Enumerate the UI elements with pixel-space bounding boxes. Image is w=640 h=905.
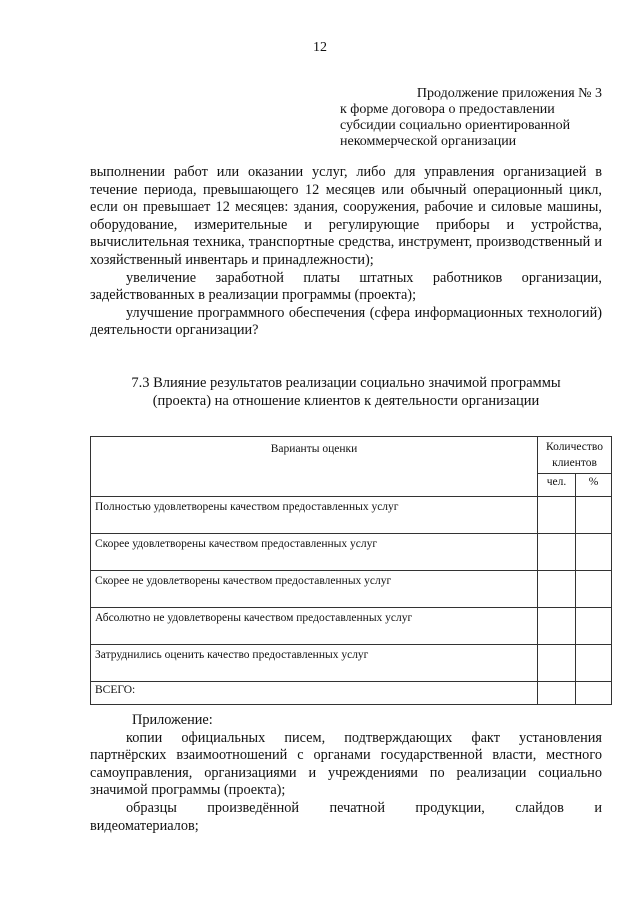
row-label: Полностью удовлетворены качеством предоставленных услуг <box>91 497 538 534</box>
cell-percent[interactable] <box>576 571 612 608</box>
cell-people[interactable] <box>538 571 576 608</box>
cell-people[interactable] <box>538 534 576 571</box>
cell-percent[interactable] <box>576 608 612 645</box>
row-label: Скорее не удовлетворены качеством предоставленных услуг <box>91 571 538 608</box>
total-label: ВСЕГО: <box>91 682 538 705</box>
cell-percent[interactable] <box>576 534 612 571</box>
attachment-word: произведённой <box>207 799 300 816</box>
cell-people[interactable] <box>538 645 576 682</box>
body-paragraph: выполнении работ или оказании услуг, либо для управления организацией в течение периода, превышающего 12 месяцев или обычный операционный цикл, если он превышает 12 месяцев: здания, сооружения, рабочие и силовые машины, оборудование, измерительные и регулирующие приборы и устройства, вычислительная техника, транспортные средства, инструмент, производственный и хозяйственный инвентарь и принадлежности); <box>90 164 602 268</box>
header-quantity: Количество клиентов <box>538 437 612 474</box>
cell-percent[interactable] <box>576 645 612 682</box>
cell-people[interactable] <box>538 608 576 645</box>
section-heading <box>90 374 602 410</box>
table-row <box>91 571 612 608</box>
attachment-word: печатной <box>329 799 385 816</box>
attachment-item-end: видеоматериалов; <box>90 817 199 834</box>
header-unit-percent: % <box>576 474 612 497</box>
attachment-section <box>90 712 602 835</box>
row-label: Абсолютно не удовлетворены качеством предоставленных услуг <box>91 608 538 645</box>
table-row <box>91 534 612 571</box>
appendix-note-line: к форме договора о предоставлении <box>340 102 555 117</box>
page-number: 12 <box>313 40 327 55</box>
cell-percent[interactable] <box>576 497 612 534</box>
header-unit-people: чел. <box>538 474 576 497</box>
attachment-item-line <box>90 800 602 818</box>
header-variants: Варианты оценки <box>91 437 538 497</box>
appendix-note-line: некоммерческой организации <box>340 134 517 149</box>
cell-people-total[interactable] <box>538 682 576 705</box>
table-row <box>91 645 612 682</box>
attachment-item: копии официальных писем, подтверждающих факт установления партнёрских взаимоотношений с органами государственной власти, местного самоуправления, организациями и учреждениями по реализации социально значимой программы (проекта); <box>90 729 602 799</box>
table-total-row <box>91 682 612 705</box>
body-paragraph: увеличение заработной платы штатных работников организации, задействованных в реализации программы (проекта); <box>90 269 602 304</box>
section-heading-line: 7.3 Влияние результатов реализации социально значимой программы <box>131 375 561 391</box>
attachment-word: слайдов <box>515 799 564 816</box>
attachment-word: образцы <box>126 799 177 816</box>
row-label: Скорее удовлетворены качеством предоставленных услуг <box>91 534 538 571</box>
attachment-word: и <box>594 799 602 816</box>
body-paragraph: улучшение программного обеспечения (сфера информационных технологий) деятельности организации? <box>90 304 602 339</box>
attachment-word: продукции, <box>415 799 485 816</box>
cell-people[interactable] <box>538 497 576 534</box>
section-heading-line: (проекта) на отношение клиентов к деятельности организации <box>152 393 540 409</box>
appendix-note-line: субсидии социально ориентированной <box>340 118 571 133</box>
table-header-row <box>91 437 612 474</box>
appendix-note-line: Продолжение приложения № 3 <box>416 86 602 101</box>
cell-percent-total[interactable] <box>576 682 612 705</box>
rating-table <box>90 436 612 705</box>
appendix-note <box>340 86 602 150</box>
row-label: Затруднились оценить качество предоставленных услуг <box>91 645 538 682</box>
table-row <box>91 497 612 534</box>
body-text <box>90 164 602 340</box>
table-row <box>91 608 612 645</box>
attachment-heading: Приложение: <box>132 712 213 728</box>
